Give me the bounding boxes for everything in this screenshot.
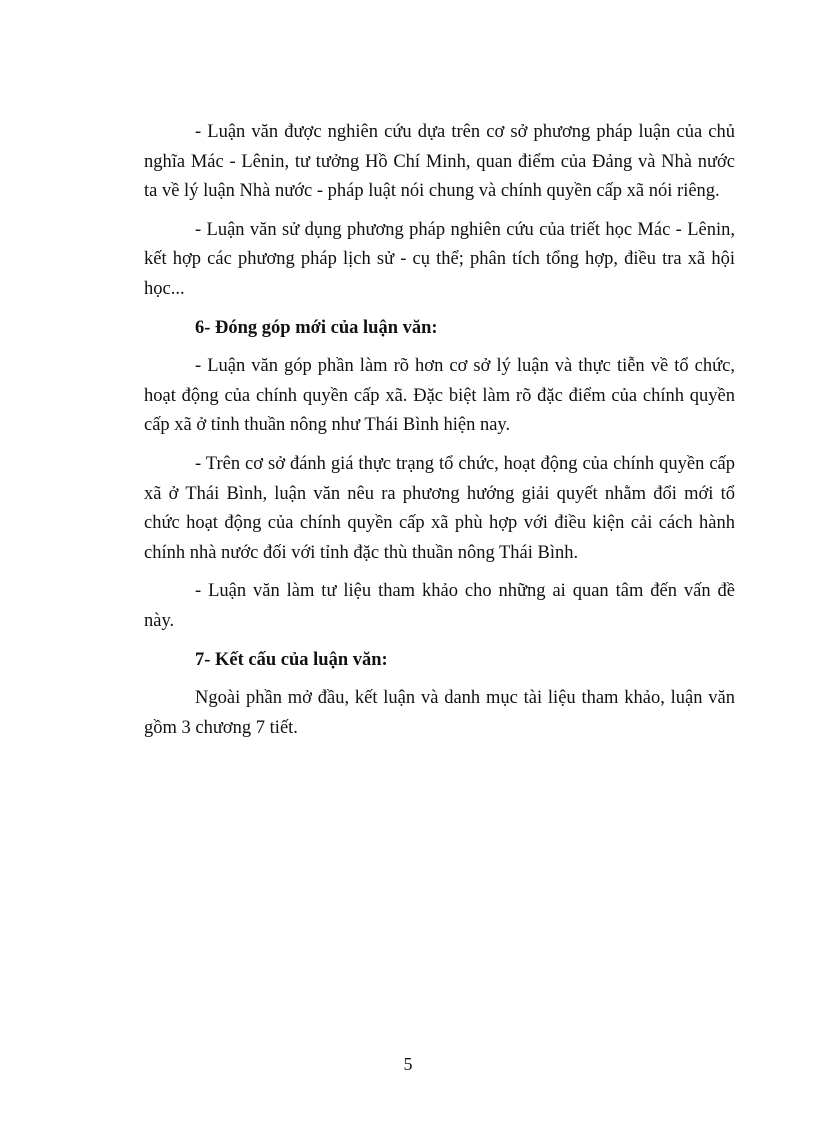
paragraph-contribution-reference: - Luận văn làm tư liệu tham khảo cho những ai quan tâm đến vấn đề này. <box>144 581 735 631</box>
paragraph-contribution-theory: - Luận văn góp phần làm rõ hơn cơ sở lý luận và thực tiễn về tổ chức, hoạt động của chính quyền cấp xã. Đặc biệt làm rõ đặc điểm của chính quyền cấp xã ở tỉnh thuần nông như Thái Bình hiện nay. <box>144 356 735 436</box>
paragraph-methodology: - Luận văn được nghiên cứu dựa trên cơ sở phương pháp luận của chủ nghĩa Mác - Lênin, tư tưởng Hồ Chí Minh, quan điểm của Đảng và Nhà nước ta về lý luận Nhà nước - pháp luật nói chung và chính quyền cấp xã nói riêng. <box>144 122 735 202</box>
paragraph-contribution-direction: - Trên cơ sở đánh giá thực trạng tổ chức, hoạt động của chính quyền cấp xã ở Thái Bình, luận văn nêu ra phương hướng giải quyết nhằm đổi mới tổ chức hoạt động của chính quyền cấp xã phù hợp với điều kiện cải cách hành chính nhà nước đối với tỉnh đặc thù thuần nông Thái Bình. <box>144 453 735 563</box>
page-number: 5 <box>403 1054 413 1074</box>
heading-thesis-structure: 7- Kết cấu của luận văn: <box>195 649 388 670</box>
paragraph-thesis-structure: Ngoài phần mở đầu, kết luận và danh mục tài liệu tham khảo, luận văn gồm 3 chương 7 tiết. <box>144 688 735 738</box>
heading-new-contributions: 6- Đóng góp mới của luận văn: <box>195 317 438 338</box>
paragraph-research-methods: - Luận văn sử dụng phương pháp nghiên cứu của triết học Mác - Lênin, kết hợp các phương pháp lịch sử - cụ thể; phân tích tổng hợp, điều tra xã hội học... <box>144 219 735 299</box>
page-body <box>144 118 735 743</box>
